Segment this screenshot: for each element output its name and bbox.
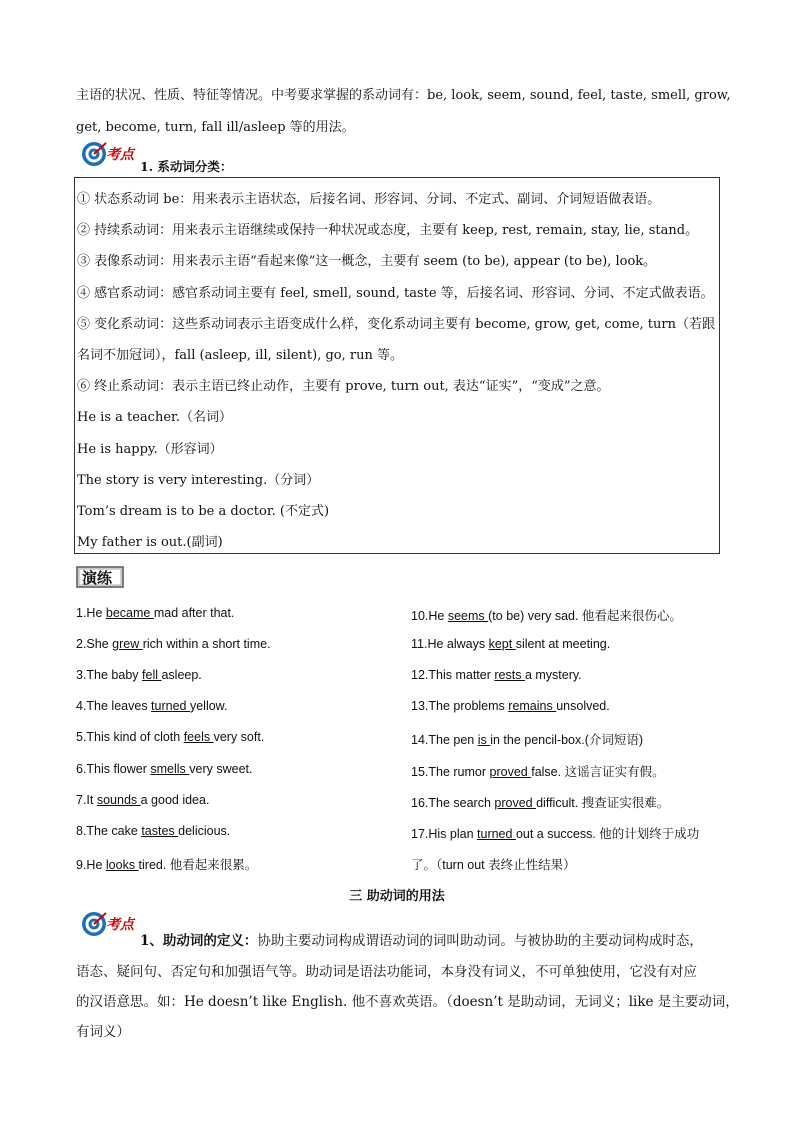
- kaodian-badge: [80, 910, 134, 938]
- exercise-prefix: 14.The pen: [411, 733, 478, 747]
- exercise-suffix: (to be) very sad. 他看起来很伤心。: [488, 609, 682, 623]
- exercise-answer: tastes: [141, 824, 179, 838]
- exercise-suffix: yellow.: [189, 699, 228, 713]
- exercise-prefix: 了。（turn out 表终止性结果）: [411, 858, 576, 872]
- box-row: ② 持续系动词：用来表示主语继续或保持一种状况或态度，主要有 keep, rest, remain, stay, lie, stand。: [77, 223, 699, 238]
- aux-definition-line-1: [140, 929, 703, 949]
- exercise-answer: turned: [477, 827, 516, 841]
- exercise-suffix: rich within a short time.: [142, 637, 271, 651]
- exercise-suffix: false. 这谣言证实有假。: [531, 765, 665, 779]
- exercise-item: [76, 699, 228, 713]
- section3-heading: 三 助动词的用法: [349, 889, 445, 904]
- aux-definition-line-2: 语态、疑问句、否定句和加强语气等。助动词是语法功能词，本身没有词义，不可单独使用，它没有对应: [76, 964, 697, 980]
- kaodian-badge: [80, 140, 134, 168]
- exercise-prefix: 15.The rumor: [411, 765, 490, 779]
- yanlian-label: 演练: [82, 569, 113, 587]
- exercise-suffix: very sweet.: [189, 762, 253, 776]
- exercise-suffix: delicious.: [178, 824, 231, 838]
- exercise-suffix: asleep.: [161, 668, 202, 682]
- exercise-answer: rests: [494, 668, 525, 682]
- exercise-prefix: 7.It: [76, 793, 97, 807]
- exercise-prefix: 16.The search: [411, 796, 495, 810]
- exercise-item: [411, 668, 582, 682]
- exercise-answer: turned: [151, 699, 190, 713]
- exercise-answer: remains: [508, 699, 557, 713]
- box-row: He is happy.（形容词）: [77, 442, 223, 457]
- target-icon: [80, 910, 108, 938]
- box-row: ③ 表像系动词：用来表示主语“看起来像”这一概念，主要有 seem (to be), appear (to be), look。: [77, 254, 657, 269]
- box-row: ① 状态系动词 be：用来表示主语状态，后接名词、形容词、分词、不定式、副词、介词短语做表语。: [77, 192, 661, 207]
- exercise-item: [411, 637, 610, 651]
- exercise-prefix: 1.He: [76, 606, 106, 620]
- aux-definition-text: 协助主要动词构成谓语动词的词叫助动词。与被协助的主要动词构成时态，: [257, 933, 703, 949]
- box-row: My father is out.(副词): [77, 535, 223, 550]
- exercise-item: [411, 699, 610, 713]
- exercise-suffix: mad after that.: [153, 606, 235, 620]
- exercise-prefix: 9.He: [76, 858, 106, 872]
- aux-definition-lead: 1、助动词的定义：: [140, 933, 258, 949]
- intro-line-1: 主语的状况、性质、特征等情况。中考要求掌握的系动词有：be, look, seem, sound, feel, taste, smell, grow,: [76, 88, 731, 103]
- exercise-prefix: 13.The problems: [411, 699, 509, 713]
- exercise-item: [411, 730, 643, 748]
- exercise-answer: smells: [150, 762, 190, 776]
- exercise-suffix: a good idea.: [140, 793, 210, 807]
- linking-verb-box: [74, 177, 720, 554]
- exercise-prefix: 12.This matter: [411, 668, 495, 682]
- aux-definition-line-3: 的汉语意思。如：He doesn’t like English. 他不喜欢英语。（doesn’t 是助动词，无词义；like 是主要动词，: [76, 994, 739, 1010]
- exercise-suffix: tired. 他看起来很累。: [138, 858, 258, 872]
- exercise-prefix: 10.He: [411, 609, 448, 623]
- exercise-answer: proved: [494, 796, 537, 810]
- exercise-suffix: unsolved.: [556, 699, 610, 713]
- exercise-item: [411, 762, 665, 780]
- exercise-item: [76, 762, 252, 776]
- exercise-item: [411, 855, 576, 873]
- kaodian-label: 考点: [106, 917, 134, 933]
- exercise-suffix: out a success. 他的计划终于成功: [515, 827, 700, 841]
- exercise-prefix: 6.This flower: [76, 762, 151, 776]
- exercise-answer: kept: [488, 637, 516, 651]
- exercise-prefix: 17.His plan: [411, 827, 478, 841]
- exercise-item: [411, 824, 699, 842]
- exercise-answer: proved: [489, 765, 532, 779]
- exercise-prefix: 4.The leaves: [76, 699, 152, 713]
- exercise-suffix: a mystery.: [524, 668, 582, 682]
- box-row: 名词不加冠词），fall (asleep, ill, silent), go, run 等。: [77, 348, 403, 363]
- kaodian-label: 考点: [106, 147, 134, 163]
- box-row: The story is very interesting.（分词）: [77, 473, 320, 488]
- exercise-answer: looks: [105, 858, 139, 872]
- exercise-answer: feels: [183, 730, 214, 744]
- aux-definition-line-4: 有词义）: [76, 1024, 130, 1040]
- yanlian-badge: [76, 565, 126, 589]
- exercise-suffix: silent at meeting.: [515, 637, 611, 651]
- exercise-answer: fell: [142, 668, 162, 682]
- exercise-item: [76, 730, 264, 744]
- exercise-answer: is: [477, 733, 491, 747]
- target-icon: [80, 140, 108, 168]
- exercise-prefix: 3.The baby: [76, 668, 143, 682]
- box-row: ⑤ 变化系动词：这些系动词表示主语变成什么样，变化系动词主要有 become, grow, get, come, turn（若跟: [77, 317, 715, 332]
- exercise-prefix: 8.The cake: [76, 824, 142, 838]
- exercise-prefix: 2.She: [76, 637, 113, 651]
- exercise-item: [76, 855, 257, 873]
- box-row: Tom’s dream is to be a doctor. (不定式): [77, 504, 330, 519]
- exercise-item: [411, 793, 669, 811]
- exercise-suffix: very soft.: [213, 730, 265, 744]
- box-row: ④ 感官系动词：感官系动词主要有 feel, smell, sound, taste 等，后接名词、形容词、分词、不定式做表语。: [77, 286, 714, 301]
- intro-line-2: get, become, turn, fall ill/asleep 等的用法。: [76, 120, 355, 135]
- exercise-answer: sounds: [96, 793, 141, 807]
- box-row: ⑥ 终止系动词：表示主语已终止动作，主要有 prove, turn out, 表达“证实”，“变成”之意。: [77, 379, 610, 394]
- exercise-answer: grew: [112, 637, 143, 651]
- exercise-prefix: 11.He always: [411, 637, 489, 651]
- box-row: He is a teacher.（名词）: [77, 410, 232, 425]
- exercise-prefix: 5.This kind of cloth: [76, 730, 184, 744]
- exercise-answer: became: [105, 606, 154, 620]
- section1-title: 1. 系动词分类：: [140, 159, 233, 174]
- exercise-item: [76, 606, 234, 620]
- exercise-item: [76, 793, 209, 807]
- exercise-item: [76, 824, 230, 838]
- exercise-answer: seems: [447, 609, 489, 623]
- exercise-suffix: difficult. 搜查证实很难。: [536, 796, 670, 810]
- exercise-item: [411, 606, 682, 624]
- exercise-item: [76, 668, 202, 682]
- exercise-suffix: in the pencil-box.(介词短语): [490, 733, 644, 747]
- exercise-item: [76, 637, 271, 651]
